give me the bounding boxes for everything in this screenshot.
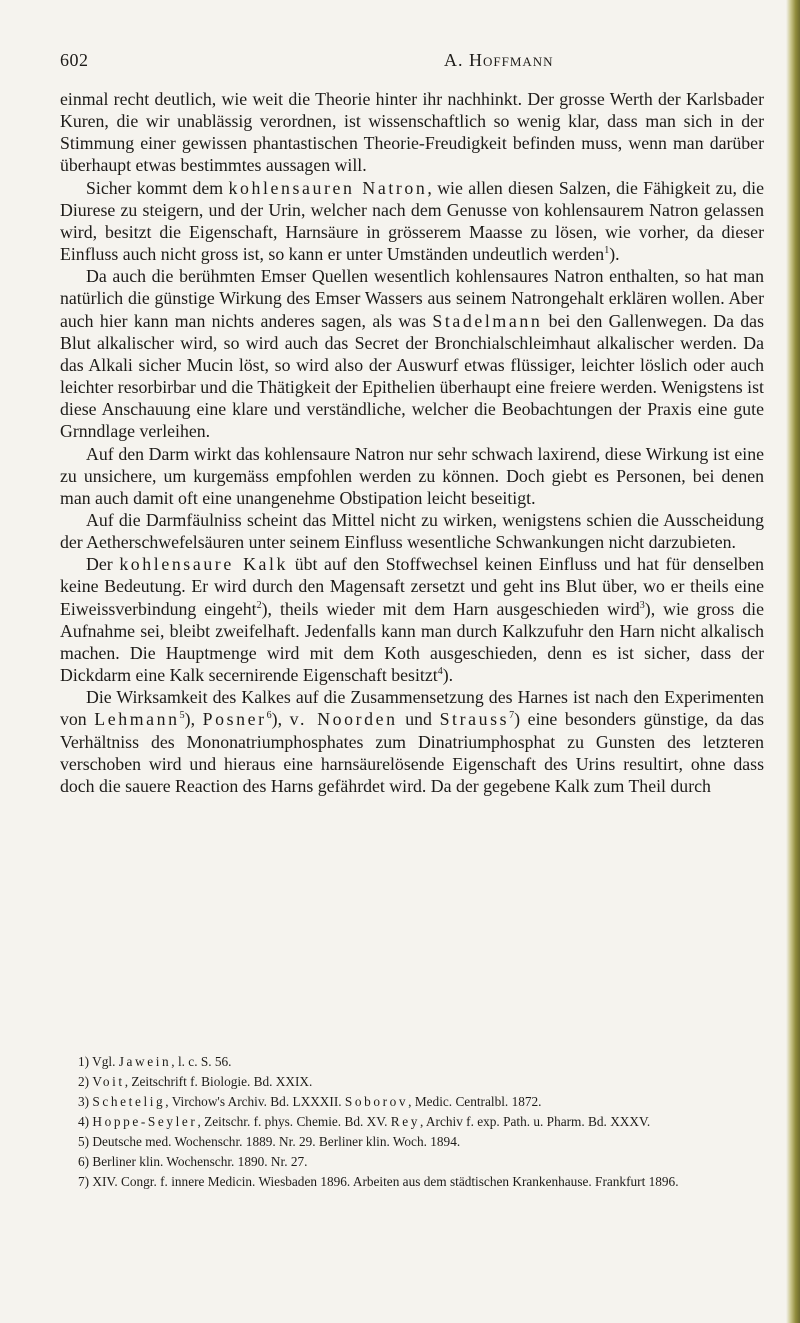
footnote-ref: 3	[639, 599, 645, 611]
text-run: übt auf den Stoffwechsel keinen Einfluss und hat für denselben keine Bedeutung. Er wird durch den Magensaft zersetzt und geht ins Blut über, wo er theils eine Eiweissverbindung eingeht	[60, 554, 765, 619]
text-run: , Zeitschrift f. Biologie. Bd. XXIX.	[124, 1074, 313, 1089]
footnote-ref: 5	[179, 710, 185, 722]
footnote	[60, 1072, 764, 1092]
footnote-ref: 7	[509, 710, 515, 722]
footnote-ref: 2	[256, 599, 262, 611]
text-run: 6) Berliner klin. Wochenschr. 1890. Nr. 27.	[78, 1154, 308, 1169]
text-run: Da auch die berühmten Emser Quellen wesentlich kohlensaures Natron enthalten, so hat man natürlich die günstige Wirkung des Emser Wassers aus seinem Natrongehalt erklären wollen. Aber auch hier kann man nichts anderes sagen, als was	[60, 266, 764, 331]
page-number: 602	[60, 50, 89, 70]
text-run: ), theils wieder mit dem Harn ausgeschieden wird	[261, 598, 640, 619]
footnote-ref: 4	[437, 666, 443, 678]
text-run: 7) XIV. Congr. f. innere Medicin. Wiesbaden 1896. Arbeiten aus dem städtischen Krankenhause. Frankfurt 1896.	[78, 1174, 679, 1189]
author-name: Rey	[390, 1114, 420, 1129]
author-name: Schetelig	[92, 1094, 166, 1109]
text-run: , Archiv f. exp. Path. u. Pharm. Bd. XXXV.	[420, 1114, 651, 1129]
text-run: 2)	[78, 1074, 93, 1089]
author-name: Hoppe-Seyler	[92, 1114, 198, 1129]
paragraph	[60, 686, 764, 797]
emphasis-term: kohlensauren Natron	[228, 177, 428, 198]
text-run: Die Wirksamkeit des Kalkes auf die Zusammensetzung des Harnes ist nach den Experimenten von	[60, 687, 764, 730]
text-run: , Medic. Centralbl. 1872.	[408, 1094, 542, 1109]
paragraph	[60, 443, 764, 509]
text-run: ) eine besonders günstige, da das Verhältniss des Mononatriumphosphates zum Dinatriumphosphat zu Gunsten des letzteren verschoben wird und hieraus eine harnsäurelösende Eigenschaft des Urins resultirt, ohne dass doch die sauere Reaction des Harns gefährdet wird. Da der gegebene Kalk zum Theil durch	[60, 709, 765, 796]
author-name: Posner	[202, 709, 267, 730]
author-name: Jawein	[118, 1054, 172, 1069]
footnote-ref: 1	[604, 245, 610, 257]
text-run: ),	[271, 709, 290, 730]
text-run: Der	[86, 554, 120, 575]
text-run: einmal recht deutlich, wie weit die Theorie hinter ihr nachhinkt. Der grosse Werth der Karlsbader Kuren, die wir unablässig verordnen, ist wissenschaftlich so wenig klar, dass man sich in der Stimmung einer gewissen phantastischen Theorie-Freudigkeit befinden muss, wenn man darüber überhaupt etwas bestimmtes aussagen will.	[60, 89, 764, 176]
author-name: v. Noorden	[289, 709, 398, 730]
author-name: Strauss	[439, 709, 510, 730]
text-run: ).	[442, 665, 454, 686]
text-run: und	[397, 709, 440, 730]
paragraph	[60, 553, 764, 686]
text-run: Auf die Darmfäulniss scheint das Mittel nicht zu wirken, wenigstens schien die Ausscheidung der Aetherschwefelsäuren unter seinem Einfluss wesentliche Schwankungen nicht darzubieten.	[60, 509, 764, 553]
text-run: 5) Deutsche med. Wochenschr. 1889. Nr. 29. Berliner klin. Woch. 1894.	[78, 1134, 461, 1149]
running-head: A. Hoffmann	[444, 50, 554, 70]
page-header	[60, 50, 764, 80]
paragraph	[60, 509, 764, 553]
footnote	[60, 1152, 764, 1172]
footnote	[60, 1132, 764, 1152]
footnote	[60, 1092, 764, 1112]
author-name: Lehmann	[94, 709, 180, 730]
text-run: 1) Vgl.	[78, 1054, 119, 1069]
footnote	[60, 1112, 764, 1132]
paragraph	[60, 265, 764, 442]
footnote	[60, 1052, 764, 1072]
text-run: , Virchow's Archiv. Bd. LXXXII.	[165, 1094, 345, 1109]
paragraph	[60, 88, 764, 177]
text-run: ),	[184, 709, 203, 730]
author-name: Stadelmann	[432, 310, 543, 331]
footnote	[60, 1172, 764, 1192]
book-spine-edge	[786, 0, 800, 1323]
text-run: Sicher kommt dem	[86, 177, 229, 198]
footnote-ref: 6	[266, 710, 272, 722]
emphasis-term: kohlensaure Kalk	[119, 554, 289, 575]
text-run: bei den Gallenwegen. Da das Blut alkalischer wird, so wird auch das Secret der Bronchialschleimhaut alkalischer werden. Da das Alkali sicher Mucin löst, so wird also der Auswurf etwas flüssiger, leichter löslich oder auch leichter resorbirbar und die Thätigkeit der Epithelien überhaupt eine freiere werden. Wenigstens ist diese Anschauung eine klare und verständliche, welcher die Beobachtungen der Praxis eine gute Grnndlage verleihen.	[60, 310, 764, 442]
author-name: Voit	[92, 1074, 125, 1089]
footnotes	[60, 1052, 764, 1192]
text-run: , l. c. S. 56.	[171, 1054, 232, 1069]
text-run: , wie allen diesen Salzen, die Fähigkeit zu, die Diurese zu steigern, und der Urin, welcher nach dem Genusse von kohlensaurem Natron gelassen wird, besitzt die Eigenschaft, Harnsäure in grösserem Maasse zu lösen, wie vorher, da dieser Einfluss auch nicht gross ist, so kann er unter Umständen undeutlich werden	[60, 177, 764, 265]
text-run: 4)	[78, 1114, 93, 1129]
text-run: ), wie gross die Aufnahme sei, bleibt zweifelhaft. Jedenfalls kann man durch Kalkzufuhr den Harn nicht alkalisch machen. Die Hauptmenge wird mit dem Koth ausgeschieden, denn es ist sicher, dass der Dickdarm eine Kalk secernirende Eigenschaft besitzt	[60, 598, 764, 686]
body-text	[60, 88, 764, 797]
text-run: 3)	[78, 1094, 93, 1109]
author-name: Soborov	[344, 1094, 409, 1109]
paragraph	[60, 177, 764, 266]
text-run: , Zeitschr. f. phys. Chemie. Bd. XV.	[197, 1114, 391, 1129]
text-run: Auf den Darm wirkt das kohlensaure Natron nur sehr schwach laxirend, diese Wirkung ist eine zu unsichere, um kurgemäss empfohlen werden zu können. Doch giebt es Personen, bei denen man auch damit oft eine unangenehme Obstipation leicht beseitigt.	[60, 443, 764, 508]
text-run: ).	[609, 244, 620, 265]
